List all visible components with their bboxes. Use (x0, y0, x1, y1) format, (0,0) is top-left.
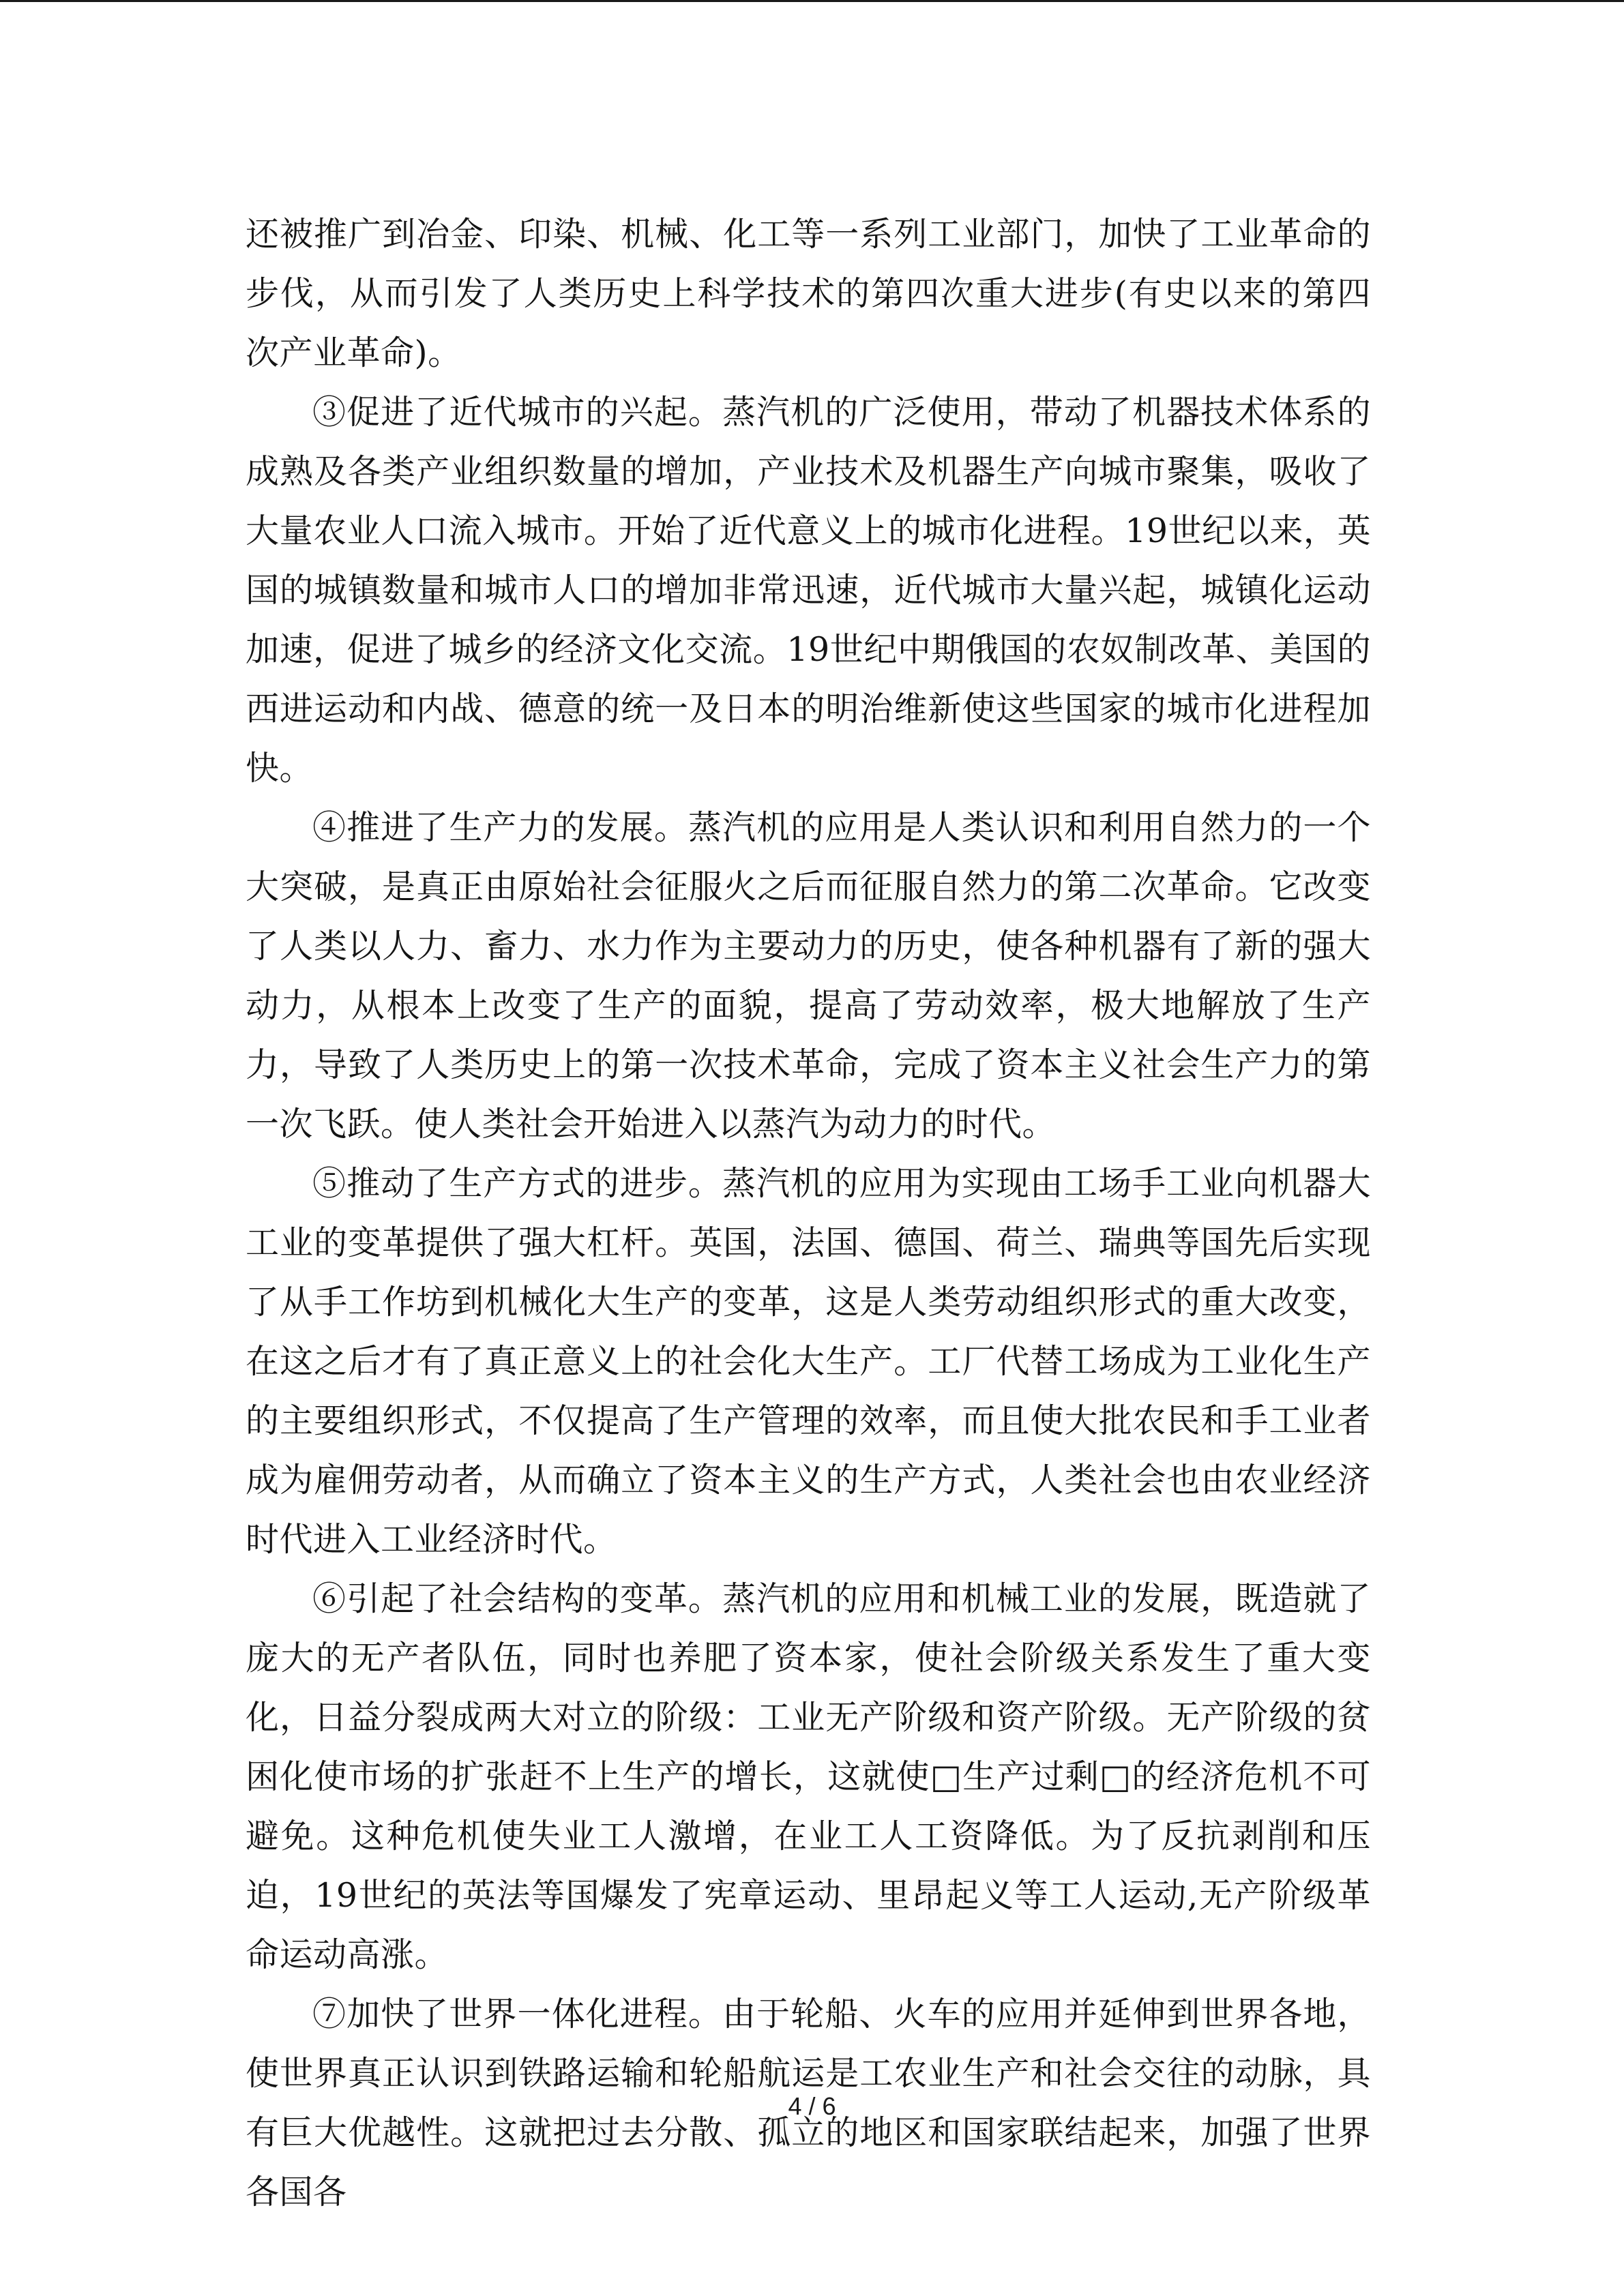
page-number: 4 / 6 (788, 2092, 836, 2120)
paragraph-social-structure: ⑥引起了社会结构的变革。蒸汽机的应用和机械工业的发展，既造就了庞大的无产者队伍，同时也养肥了资本家，使社会阶级关系发生了重大变化，日益分裂成两大对立的阶级：工业无产阶级和资产阶级。无产阶级的贫困化使市场的扩张赶不上生产的增长，这就使□生产过剩□的经济危机不可避免。这种危机使失业工人激增，在业工人工资降低。为了反抗剥削和压迫，19世纪的英法等国爆发了宪章运动、里昂起义等工人运动,无产阶级革命运动高涨。 (246, 1579, 1371, 1974)
top-border-line (0, 0, 1624, 2)
paragraph-continuation: 还被推广到冶金、印染、机械、化工等一系列工业部门，加快了工业革命的步伐，从而引发了人类历史上科学技术的第四次重大进步(有史以来的第四次产业革命)。 (246, 215, 1371, 372)
document-body (246, 205, 1371, 2222)
paragraph-production-mode: ⑤推动了生产方式的进步。蒸汽机的应用为实现由工场手工业向机器大工业的变革提供了强大杠杆。英国，法国、德国、荷兰、瑞典等国先后实现了从手工作坊到机械化大生产的变革，这是人类劳动组织形式的重大改变，在这之后才有了真正意义上的社会化大生产。工厂代替工场成为工业化生产的主要组织形式，不仅提高了生产管理的效率，而且使大批农民和手工业者成为雇佣劳动者，从而确立了资本主义的生产方式，人类社会也由农业经济时代进入工业经济时代。 (246, 1164, 1371, 1559)
paragraph-productivity: ④推进了生产力的发展。蒸汽机的应用是人类认识和利用自然力的一个大突破，是真正由原始社会征服火之后而征服自然力的第二次革命。它改变了人类以人力、畜力、水力作为主要动力的历史，使各种机器有了新的强大动力，从根本上改变了生产的面貌，提高了劳动效率，极大地解放了生产力，导致了人类历史上的第一次技术革命，完成了资本主义社会生产力的第一次飞跃。使人类社会开始进入以蒸汽为动力的时代。 (246, 808, 1371, 1144)
paragraph-city-rise: ③促进了近代城市的兴起。蒸汽机的广泛使用，带动了机器技术体系的成熟及各类产业组织数量的增加，产业技术及机器生产向城市聚集，吸收了大量农业人口流入城市。开始了近代意义上的城市化进程。19世纪以来，英国的城镇数量和城市人口的增加非常迅速，近代城市大量兴起，城镇化运动加速，促进了城乡的经济文化交流。19世纪中期俄国的农奴制改革、美国的西进运动和内战、德意的统一及日本的明治维新使这些国家的城市化进程加快。 (246, 393, 1371, 788)
paragraph-globalization: ⑦加快了世界一体化进程。由于轮船、火车的应用并延伸到世界各地，使世界真正认识到铁路运输和轮船航运是工农业生产和社会交往的动脉，具有巨大优越性。这就把过去分散、孤立的地区和国家联结起来，加强了世界各国各 (246, 1995, 1371, 2211)
